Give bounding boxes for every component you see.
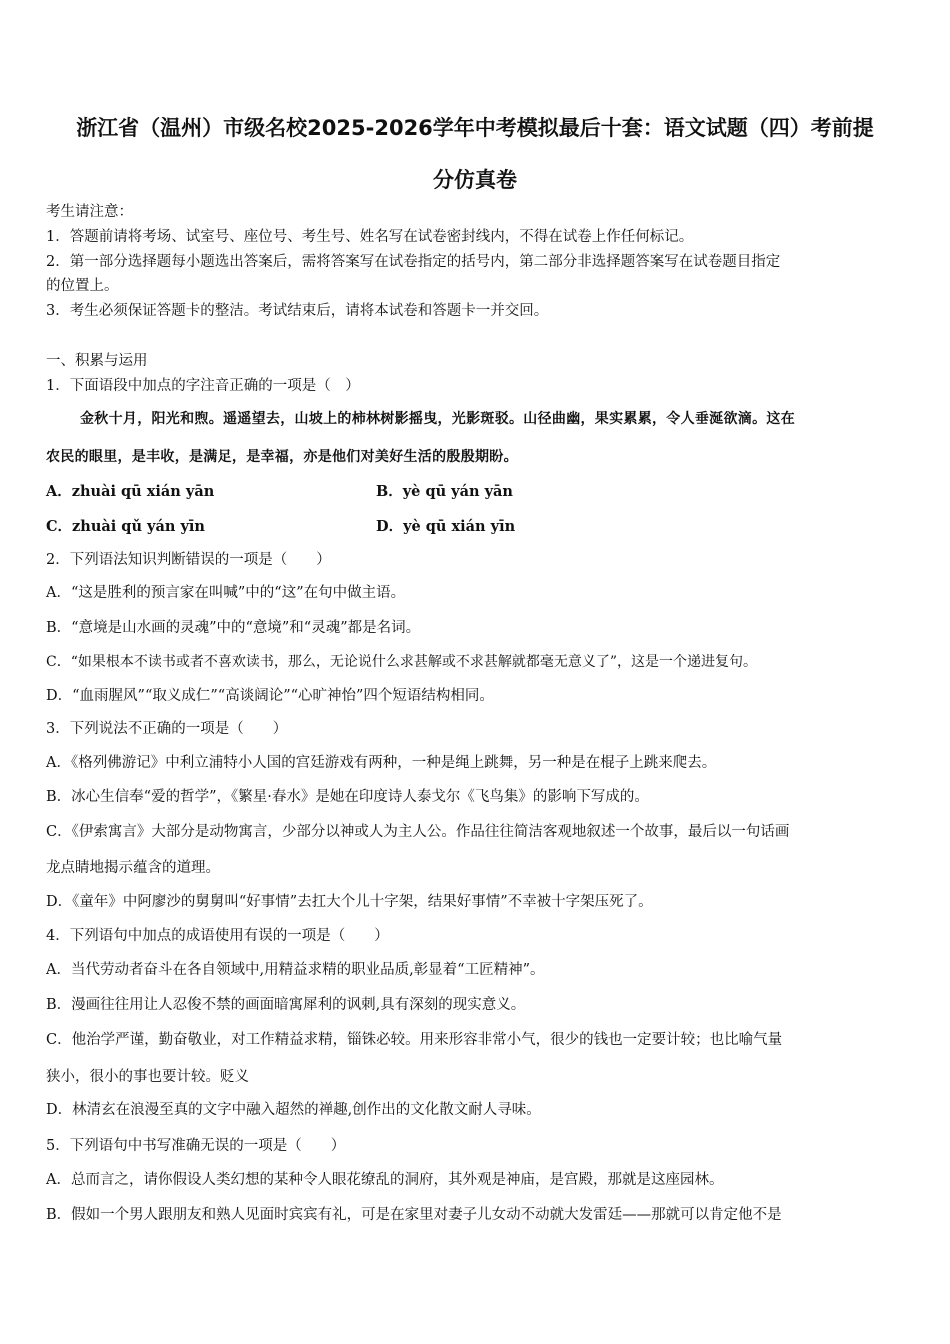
q4-option-a: A．当代劳动者奋斗在各自领域中,用精益求精的职业品质,彰显着“工匠精神”。 bbox=[46, 962, 545, 978]
notice-item-3: 3．考生必须保证答题卡的整洁。考试结束后，请将本试卷和答题卡一并交回。 bbox=[46, 303, 549, 319]
q3-option-a: A．《格列佛游记》中利立浦特小人国的宫廷游戏有两种，一种是绳上跳舞，另一种是在棍子上跳来爬去。 bbox=[46, 755, 717, 771]
section-heading: 一、积累与运用 bbox=[46, 353, 148, 369]
q1-stem: 1．下面语段中加点的字注音正确的一项是（ ） bbox=[46, 378, 360, 394]
q1-passage-line1: 金秋十月，阳光和煦。遥遥望去，山坡上的柿林树影摇曳，光影斑驳。山径曲幽，果实累累，令人垂涎欲滴。这在 bbox=[80, 411, 795, 427]
q3-option-c-line1: C．《伊索寓言》大部分是动物寓言，少部分以神或人为主人公。作品往往简洁客观地叙述一个故事，最后以一句话画 bbox=[46, 824, 790, 840]
q4-option-c-line1: C．他治学严谨，勤奋敬业，对工作精益求精，锱铢必较。用来形容非常小气，很少的钱也一定要计较；也比喻气量 bbox=[46, 1032, 783, 1048]
notice-item-2: 2．第一部分选择题每小题选出答案后，需将答案写在试卷指定的括号内，第二部分非选择题答案写在试卷题目指定 bbox=[46, 254, 781, 270]
q5-option-b: B．假如一个男人跟朋友和熟人见面时宾宾有礼，可是在家里对妻子儿女动不动就大发雷廷——那就可以肯定他不是 bbox=[46, 1207, 782, 1223]
q5-option-a: A．总而言之，请你假设人类幻想的某种令人眼花缭乱的洞府，其外观是神庙，是宫殿，那就是这座园林。 bbox=[46, 1172, 724, 1188]
q2-option-c: C．“如果根本不读书或者不喜欢读书，那么，无论说什么求甚解或不求甚解就都毫无意义了”，这是一个递进复句。 bbox=[46, 654, 758, 670]
q1-option-b: B．yè qū yán yān bbox=[376, 483, 513, 500]
notice-item-1: 1．答题前请将考场、试室号、座位号、考生号、姓名写在试卷密封线内，不得在试卷上作任何标记。 bbox=[46, 229, 694, 245]
q3-option-d: D．《童年》中阿廖沙的舅舅叫“好事情”去扛大个儿十字架，结果好事情”不幸被十字架压死了。 bbox=[46, 894, 653, 910]
q2-option-d: D．“血雨腥风”“取义成仁”“高谈阔论”“心旷神怡”四个短语结构相同。 bbox=[46, 688, 494, 704]
q1-passage-line2: 农民的眼里，是丰收，是满足，是幸福，亦是他们对美好生活的殷殷期盼。 bbox=[46, 449, 518, 465]
q1-option-a: A．zhuài qū xián yān bbox=[46, 483, 215, 500]
q2-option-b: B．“意境是山水画的灵魂”中的“意境”和“灵魂”都是名词。 bbox=[46, 620, 421, 636]
q1-option-c: C．zhuài qǔ yán yīn bbox=[46, 518, 205, 535]
notice-item-2-cont: 的位置上。 bbox=[46, 278, 119, 294]
q4-option-c-line2: 狭小，很小的事也要计较。贬义 bbox=[46, 1069, 249, 1085]
q3-stem: 3．下列说法不正确的一项是（ ） bbox=[46, 721, 288, 737]
q3-option-b: B．冰心生信奉“爱的哲学”，《繁星·春水》是她在印度诗人泰戈尔《飞鸟集》的影响下写成的。 bbox=[46, 789, 649, 805]
q1-option-d: D．yè qū xián yīn bbox=[376, 518, 516, 535]
q4-option-d: D．林清玄在浪漫至真的文字中融入超然的禅趣,创作出的文化散文耐人寻味。 bbox=[46, 1102, 541, 1118]
q4-option-b: B．漫画往往用让人忍俊不禁的画面暗寓犀利的讽刺,具有深刻的现实意义。 bbox=[46, 997, 526, 1013]
q3-option-c-line2: 龙点睛地揭示蕴含的道理。 bbox=[46, 860, 220, 876]
exam-title-line2: 分仿真卷 bbox=[433, 168, 517, 192]
notice-heading: 考生请注意： bbox=[46, 204, 133, 220]
q2-option-a: A．“这是胜利的预言家在叫喊”中的“这”在句中做主语。 bbox=[46, 585, 406, 601]
exam-title-line1: 浙江省（温州）市级名校2025-2026学年中考模拟最后十套：语文试题（四）考前提 bbox=[76, 116, 874, 140]
q2-stem: 2．下列语法知识判断错误的一项是（ ） bbox=[46, 552, 331, 568]
q5-stem: 5．下列语句中书写准确无误的一项是（ ） bbox=[46, 1138, 346, 1154]
q4-stem: 4．下列语句中加点的成语使用有误的一项是（ ） bbox=[46, 928, 389, 944]
